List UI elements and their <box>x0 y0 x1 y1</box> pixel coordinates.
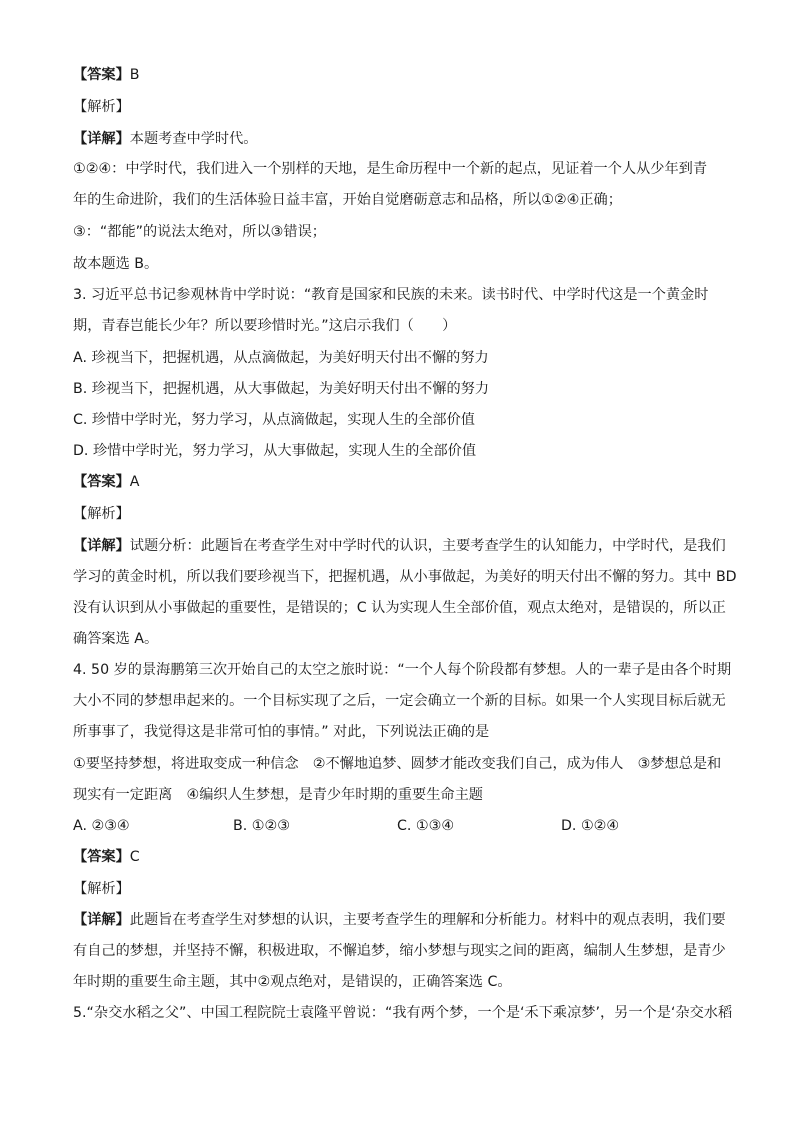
analysis-tag: 【解析】 <box>73 506 130 522</box>
choice-a: A. ②③④ <box>73 818 130 834</box>
question-stem: 大小不同的梦想串起来的。一个目标实现了之后，一定会确立一个新的目标。如果一个人实现目标后就无 <box>73 693 726 709</box>
detail-line <box>73 536 726 556</box>
detail-text: 此题旨在考查学生对梦想的认识，主要考查学生的理解和分析能力。材料中的观点表明，我们要 <box>129 912 726 928</box>
choice-row <box>73 816 733 836</box>
option-b: B. 珍视当下，把握机遇，从大事做起，为美好明天付出不懈的努力 <box>73 381 490 397</box>
paragraph-line: 有自己的梦想，并坚持不懈，积极进取，不懈追梦，缩小梦想与现实之间的距离，编制人生梦想，是青少 <box>73 943 726 959</box>
answer-tag: 【答案】 <box>73 67 130 83</box>
question-stem: 4. 50 岁的景海鹏第三次开始自己的太空之旅时说：“一个人每个阶段都有梦想。人的一辈子是由各个时期 <box>73 662 732 678</box>
option-a: A. 珍视当下，把握机遇，从点滴做起，为美好明天付出不懈的努力 <box>73 350 489 366</box>
paragraph-line: ③：“都能”的说法太绝对，所以③错误； <box>73 224 326 240</box>
choice-b: B. ①②③ <box>233 818 290 834</box>
analysis-tag: 【解析】 <box>73 881 130 897</box>
question-stem: 5.“杂交水稻之父”、中国工程院院士袁隆平曾说：“我有两个梦，一个是‘禾下乘凉梦’，另一个是‘杂交水稻 <box>73 1005 733 1021</box>
paragraph-line: 年时期的重要生命主题，其中②观点绝对，是错误的，正确答案选 C。 <box>73 974 512 990</box>
question-stem: 3. 习近平总书记参观林肯中学时说：“教育是国家和民族的未来。读书时代、中学时代这是一个黄金时 <box>73 287 709 303</box>
question-stem: 期，青春岂能长少年？所以要珍惜时光。”这启示我们（ ） <box>73 318 457 334</box>
detail-line <box>73 129 257 149</box>
answer-value: C <box>129 849 140 865</box>
statement-items: 现实有一定距离 ④编织人生梦想，是青少年时期的重要生命主题 <box>73 787 483 803</box>
answer-line <box>73 472 139 492</box>
detail-tag: 【详解】 <box>73 131 130 147</box>
detail-text: 试题分析：此题旨在考查学生对中学时代的认识，主要考查学生的认知能力，中学时代，是我们 <box>129 538 726 554</box>
paragraph-line: 没有认识到从小事做起的重要性，是错误的；C 认为实现人生全部价值，观点太绝对，是错误的，所以正 <box>73 600 726 616</box>
answer-line <box>73 65 140 85</box>
option-c: C. 珍惜中学时光，努力学习，从点滴做起，实现人生的全部价值 <box>73 412 475 428</box>
detail-tag: 【详解】 <box>73 538 130 554</box>
detail-tag: 【详解】 <box>73 912 130 928</box>
paragraph-line: ①②④：中学时代，我们进入一个别样的天地，是生命历程中一个新的起点，见证着一个人从少年到青 <box>73 161 708 177</box>
answer-value: A <box>129 474 140 490</box>
statement-items: ①要坚持梦想，将进取变成一种信念 ②不懈地追梦、圆梦才能改变我们自己，成为伟人 ③梦想总是和 <box>73 756 722 772</box>
option-d: D. 珍惜中学时光，努力学习，从大事做起，实现人生的全部价值 <box>73 443 477 459</box>
paragraph-line: 年的生命进阶，我们的生活体验日益丰富，开始自觉磨砺意志和品格，所以①②④正确； <box>73 192 622 208</box>
conclusion-line: 故本题选 B。 <box>73 256 159 272</box>
answer-tag: 【答案】 <box>73 849 130 865</box>
answer-tag: 【答案】 <box>73 474 130 490</box>
choice-c: C. ①③④ <box>397 818 455 834</box>
choice-d: D. ①②④ <box>561 818 620 834</box>
answer-value: B <box>129 67 140 83</box>
paragraph-line: 学习的黄金时机，所以我们要珍视当下，把握机遇，从小事做起，为美好的明天付出不懈的努力。其中 BD <box>73 569 737 585</box>
detail-text: 本题考查中学时代。 <box>129 131 258 147</box>
analysis-tag: 【解析】 <box>73 99 130 115</box>
detail-line <box>73 910 726 930</box>
answer-line <box>73 847 140 867</box>
question-stem: 所事事了，我觉得这是非常可怕的事情。” 对此，下列说法正确的是 <box>73 724 490 740</box>
paragraph-line: 确答案选 A。 <box>73 631 159 647</box>
